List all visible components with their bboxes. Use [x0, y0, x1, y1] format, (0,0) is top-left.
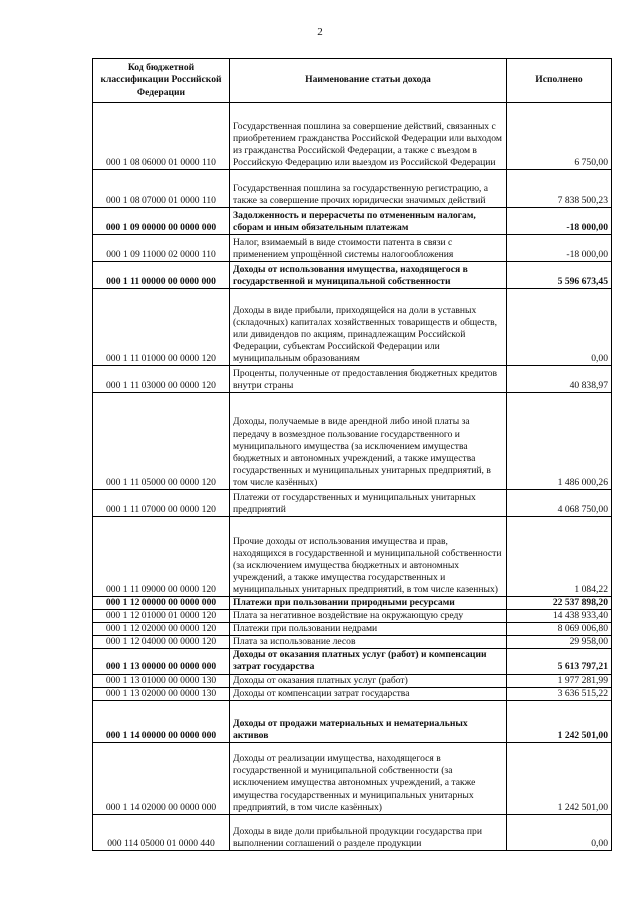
- name-cell: Платежи при пользовании недрами: [230, 623, 507, 636]
- name-cell: Доходы в виде прибыли, приходящейся на доли в уставных (складочных) капиталах хозяйственных товариществ и обществ, или дивидендов по акциям, принадлежащим Российской Федерации, субъектам Российской Федерации или муниципальным образованиям: [230, 289, 507, 366]
- table-row: [93, 393, 612, 490]
- name-cell: Доходы от оказания платных услуг (работ): [230, 674, 507, 687]
- amount-cell: 1 242 501,00: [507, 742, 612, 814]
- table-row: [93, 742, 612, 814]
- code-cell: 000 1 13 00000 00 0000 000: [93, 649, 230, 674]
- name-cell: Доходы от использования имущества, находящегося в государственной и муниципальной собственности: [230, 262, 507, 289]
- name-cell: Задолженность и перерасчеты по отмененным налогам, сборам и иным обязательным платежам: [230, 208, 507, 235]
- table-row: [93, 636, 612, 649]
- name-cell: Доходы от компенсации затрат государства: [230, 687, 507, 700]
- header-code: Код бюджетной классификации Российской Федерации: [93, 59, 230, 103]
- amount-cell: -18 000,00: [507, 235, 612, 262]
- name-cell: Налог, взимаемый в виде стоимости патента в связи с применением упрощённой системы налогообложения: [230, 235, 507, 262]
- table-row: [93, 649, 612, 674]
- code-cell: 000 1 13 02000 00 0000 130: [93, 687, 230, 700]
- name-cell: Прочие доходы от использования имущества и прав, находящихся в государственной и муниципальной собственности (за исключением имущества бюджетных и автономных учреждений, а также имущества государственных и муниципальных унитарных предприятий, в том числе казенных): [230, 517, 507, 597]
- amount-cell: 0,00: [507, 814, 612, 850]
- header-name: Наименование статьи дохода: [230, 59, 507, 103]
- table-row: [93, 623, 612, 636]
- name-cell: Плата за негативное воздействие на окружающую среду: [230, 610, 507, 623]
- amount-cell: 29 958,00: [507, 636, 612, 649]
- code-cell: 000 114 05000 01 0000 440: [93, 814, 230, 850]
- name-cell: Платежи от государственных и муниципальных унитарных предприятий: [230, 490, 507, 517]
- code-cell: 000 1 12 01000 01 0000 120: [93, 610, 230, 623]
- amount-cell: 6 750,00: [507, 103, 612, 170]
- header-amount: Исполнено: [507, 59, 612, 103]
- code-cell: 000 1 08 06000 01 0000 110: [93, 103, 230, 170]
- name-cell: Доходы от оказания платных услуг (работ) и компенсации затрат государства: [230, 649, 507, 674]
- table-body: [93, 103, 612, 851]
- amount-cell: 5 596 673,45: [507, 262, 612, 289]
- table-row: [93, 103, 612, 170]
- code-cell: 000 1 12 04000 00 0000 120: [93, 636, 230, 649]
- code-cell: 000 1 12 00000 00 0000 000: [93, 597, 230, 610]
- name-cell: Доходы, получаемые в виде арендной либо иной платы за передачу в возмездное пользование государственного и муниципального имущества (за исключением имущества бюджетных и автономных учреждений, а также имущества государственных и муниципальных унитарных предприятий, в том числе казённых): [230, 393, 507, 490]
- code-cell: 000 1 08 07000 01 0000 110: [93, 170, 230, 208]
- table-row: [93, 517, 612, 597]
- table-row: [93, 814, 612, 850]
- amount-cell: 1 977 281,99: [507, 674, 612, 687]
- name-cell: Доходы от реализации имущества, находящегося в государственной и муниципальной собственности (за исключением имущества автономных учреждений, а также имущества государственных и муниципальных унитарных предприятий, в том числе казённых): [230, 742, 507, 814]
- code-cell: 000 1 09 00000 00 0000 000: [93, 208, 230, 235]
- name-cell: Плата за использование лесов: [230, 636, 507, 649]
- table-row: [93, 490, 612, 517]
- table-row: [93, 235, 612, 262]
- revenue-table: [92, 58, 612, 851]
- code-cell: 000 1 12 02000 00 0000 120: [93, 623, 230, 636]
- code-cell: 000 1 14 00000 00 0000 000: [93, 700, 230, 742]
- table-row: [93, 289, 612, 366]
- table-row: [93, 687, 612, 700]
- amount-cell: 14 438 933,40: [507, 610, 612, 623]
- amount-cell: 3 636 515,22: [507, 687, 612, 700]
- page-number: 2: [317, 26, 323, 38]
- table-row: [93, 170, 612, 208]
- amount-cell: -18 000,00: [507, 208, 612, 235]
- amount-cell: 4 068 750,00: [507, 490, 612, 517]
- code-cell: 000 1 11 01000 00 0000 120: [93, 289, 230, 366]
- code-cell: 000 1 11 09000 00 0000 120: [93, 517, 230, 597]
- table-row: [93, 674, 612, 687]
- amount-cell: 8 069 006,80: [507, 623, 612, 636]
- table-row: [93, 700, 612, 742]
- amount-cell: 7 838 500,23: [507, 170, 612, 208]
- amount-cell: 1 242 501,00: [507, 700, 612, 742]
- name-cell: Доходы в виде доли прибыльной продукции государства при выполнении соглашений о разделе продукции: [230, 814, 507, 850]
- table-row: [93, 597, 612, 610]
- amount-cell: 5 613 797,21: [507, 649, 612, 674]
- amount-cell: 1 486 000,26: [507, 393, 612, 490]
- amount-cell: 22 537 898,20: [507, 597, 612, 610]
- table-row: [93, 262, 612, 289]
- table-row: [93, 208, 612, 235]
- amount-cell: 0,00: [507, 289, 612, 366]
- code-cell: 000 1 11 05000 00 0000 120: [93, 393, 230, 490]
- code-cell: 000 1 11 03000 00 0000 120: [93, 366, 230, 393]
- name-cell: Проценты, полученные от предоставления бюджетных кредитов внутри страны: [230, 366, 507, 393]
- code-cell: 000 1 11 00000 00 0000 000: [93, 262, 230, 289]
- code-cell: 000 1 11 07000 00 0000 120: [93, 490, 230, 517]
- code-cell: 000 1 14 02000 00 0000 000: [93, 742, 230, 814]
- name-cell: Доходы от продажи материальных и нематериальных активов: [230, 700, 507, 742]
- code-cell: 000 1 09 11000 02 0000 110: [93, 235, 230, 262]
- name-cell: Платежи при пользовании природными ресурсами: [230, 597, 507, 610]
- name-cell: Государственная пошлина за совершение действий, связанных с приобретением гражданства Российской Федерации или выходом из гражданства Российской Федерации, а также с въездом в Российскую Федерацию или выездом из Российской Федерации: [230, 103, 507, 170]
- amount-cell: 1 084,22: [507, 517, 612, 597]
- amount-cell: 40 838,97: [507, 366, 612, 393]
- name-cell: Государственная пошлина за государственную регистрацию, а также за совершение прочих юридически значимых действий: [230, 170, 507, 208]
- table-row: [93, 610, 612, 623]
- code-cell: 000 1 13 01000 00 0000 130: [93, 674, 230, 687]
- table-row: [93, 366, 612, 393]
